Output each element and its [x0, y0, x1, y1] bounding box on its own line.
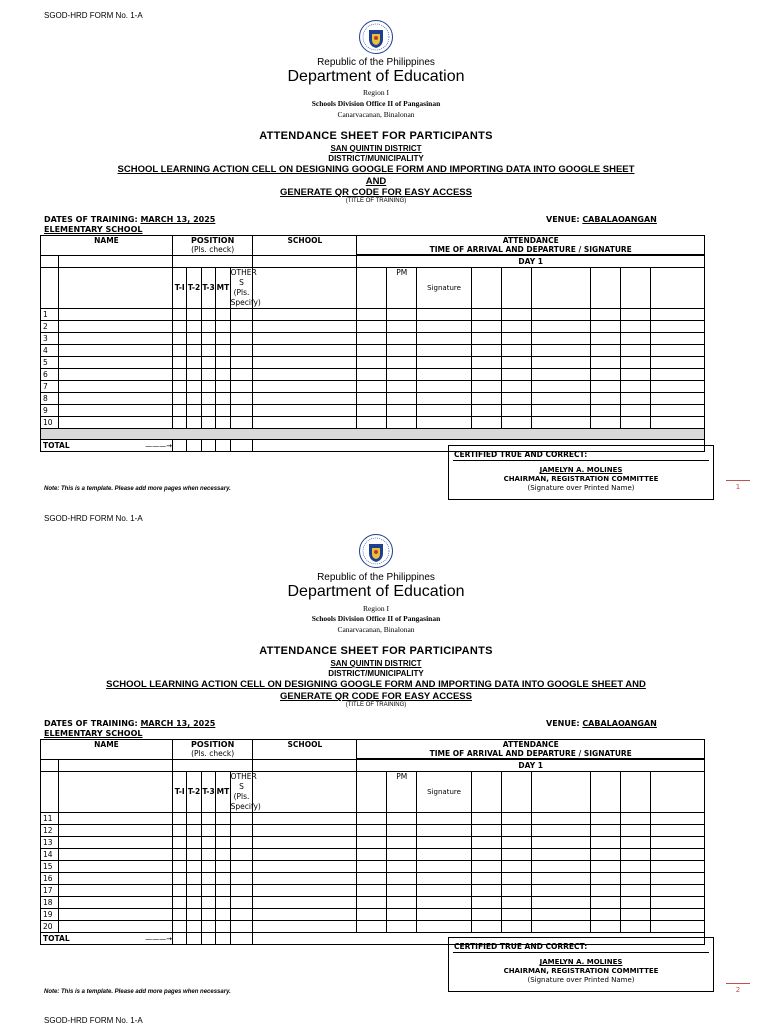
address-line: Canarvacanan, Binalonan [337, 625, 415, 634]
venue: VENUE: CABALAOANGAN [546, 215, 657, 224]
address-line: Canarvacanan, Binalonan [337, 110, 415, 119]
table-row [41, 921, 705, 933]
t2-header: T-2 [187, 268, 201, 309]
position-header: POSITION (Pls. check) [172, 740, 252, 760]
row-number: 8 [41, 393, 59, 405]
region-line: Region I [362, 604, 390, 613]
row-number: 17 [41, 885, 59, 897]
school-header: SCHOOL [253, 740, 357, 760]
t1-header: T-I [172, 268, 186, 309]
table-row [41, 837, 705, 849]
row-number: 2 [41, 321, 59, 333]
row-number: 7 [41, 381, 59, 393]
signature-header: Signature [417, 772, 472, 813]
certification-box: CERTIFIED TRUE AND CORRECT: JAMELYN A. MOLINES CHAIRMAN, REGISTRATION COMMITTEE (Signature over Printed Name) [448, 937, 714, 992]
district-value: SAN QUINTIN DISTRICT [330, 144, 422, 153]
title-of-training-caption: (TITLE OF TRAINING) [345, 702, 407, 708]
row-number: 15 [41, 861, 59, 873]
dates-of-training: DATES OF TRAINING: MARCH 13, 2025 [44, 719, 216, 728]
republic-line: Republic of the Philippines [317, 572, 435, 583]
venue-continued: ELEMENTARY SCHOOL [44, 729, 143, 738]
certifier-signature-caption: (Signature over Printed Name) [527, 484, 635, 492]
table-row [41, 909, 705, 921]
total-row-label: TOTAL ———→ [41, 440, 173, 452]
division-line: Schools Division Office II of Pangasinan [311, 614, 441, 623]
table-row [41, 369, 705, 381]
dates-of-training: DATES OF TRAINING: MARCH 13, 2025 [44, 215, 216, 224]
table-row [41, 405, 705, 417]
attendance-table [40, 739, 705, 945]
row-number: 6 [41, 369, 59, 381]
school-header: SCHOOL [253, 236, 357, 256]
table-row [41, 333, 705, 345]
division-line: Schools Division Office II of Pangasinan [311, 99, 441, 108]
district-value: SAN QUINTIN DISTRICT [330, 659, 422, 668]
training-title-line1: SCHOOL LEARNING ACTION CELL ON DESIGNING GOOGLE FORM AND IMPORTING DATA INTO GOOGLE SHEET [117, 164, 635, 175]
form-number-next-page: SGOD-HRD FORM No. 1-A [44, 1016, 143, 1025]
total-row-label: TOTAL ———→ [41, 933, 173, 945]
deped-seal-icon [359, 20, 393, 54]
table-row [41, 321, 705, 333]
table-row [41, 897, 705, 909]
t3-header: T-3 [201, 268, 215, 309]
region-line: Region I [362, 88, 390, 97]
page-number-1: 1 [726, 480, 750, 491]
table-row [41, 849, 705, 861]
training-title-and: AND [365, 176, 387, 187]
name-header: NAME [41, 236, 173, 256]
pm-header: PM [387, 268, 417, 309]
mt-header: MT [216, 268, 230, 309]
day1-header: DAY 1 [357, 256, 705, 268]
row-number: 9 [41, 405, 59, 417]
participant-rows-page-2 [41, 813, 705, 933]
venue-continued: ELEMENTARY SCHOOL [44, 225, 143, 234]
row-number: 16 [41, 873, 59, 885]
others-header: OTHER S (Pls. Specify) [230, 772, 261, 811]
pm-header: PM [387, 772, 417, 813]
form-number: SGOD-HRD FORM No. 1-A [44, 11, 143, 20]
page-number-2: 2 [726, 983, 750, 994]
attendance-header: ATTENDANCE TIME OF ARRIVAL AND DEPARTURE / SIGNATURE [357, 236, 705, 255]
day1-header: DAY 1 [357, 760, 705, 772]
table-row [41, 813, 705, 825]
t2-header: T-2 [187, 772, 201, 813]
certifier-position: CHAIRMAN, REGISTRATION COMMITTEE [503, 967, 659, 975]
table-row [41, 885, 705, 897]
others-header: OTHER S (Pls. Specify) [230, 268, 261, 307]
row-number: 10 [41, 417, 59, 429]
attendance-table [40, 235, 705, 452]
row-number: 18 [41, 897, 59, 909]
name-header: NAME [41, 740, 173, 760]
training-title-line2: GENERATE QR CODE FOR EASY ACCESS [280, 187, 472, 198]
participant-rows-page-1 [41, 309, 705, 429]
template-note: Note: This is a template. Please add more pages when necessary. [44, 486, 231, 492]
republic-line: Republic of the Philippines [317, 57, 435, 68]
title-of-training-caption: (TITLE OF TRAINING) [345, 198, 407, 204]
row-number: 20 [41, 921, 59, 933]
row-number: 3 [41, 333, 59, 345]
table-row [41, 309, 705, 321]
table-row [41, 873, 705, 885]
mt-header: MT [216, 772, 230, 813]
department-title: Department of Education [287, 68, 465, 85]
form-number: SGOD-HRD FORM No. 1-A [44, 514, 143, 523]
training-title-line2: GENERATE QR CODE FOR EASY ACCESS [280, 691, 472, 702]
certifier-position: CHAIRMAN, REGISTRATION COMMITTEE [503, 475, 659, 483]
deped-seal-icon [359, 534, 393, 568]
certification-box: CERTIFIED TRUE AND CORRECT: JAMELYN A. MOLINES CHAIRMAN, REGISTRATION COMMITTEE (Signature over Printed Name) [448, 445, 714, 500]
table-row [41, 345, 705, 357]
row-number: 11 [41, 813, 59, 825]
department-title: Department of Education [287, 583, 465, 600]
sheet-title: ATTENDANCE SHEET FOR PARTICIPANTS [259, 645, 493, 657]
template-note: Note: This is a template. Please add more pages when necessary. [44, 989, 231, 995]
row-number: 1 [41, 309, 59, 321]
table-row [41, 417, 705, 429]
table-row [41, 825, 705, 837]
row-number: 12 [41, 825, 59, 837]
signature-header: Signature [417, 268, 472, 309]
table-row [41, 861, 705, 873]
certifier-signature-caption: (Signature over Printed Name) [527, 976, 635, 984]
row-number: 14 [41, 849, 59, 861]
attendance-header: ATTENDANCE TIME OF ARRIVAL AND DEPARTURE / SIGNATURE [357, 740, 705, 759]
t3-header: T-3 [201, 772, 215, 813]
table-row [41, 381, 705, 393]
row-number: 4 [41, 345, 59, 357]
training-title-line1: SCHOOL LEARNING ACTION CELL ON DESIGNING GOOGLE FORM AND IMPORTING DATA INTO GOOGLE SHEET AND [106, 679, 646, 690]
position-header: POSITION (Pls. check) [172, 236, 252, 256]
table-row [41, 357, 705, 369]
sheet-title: ATTENDANCE SHEET FOR PARTICIPANTS [259, 130, 493, 142]
table-row [41, 393, 705, 405]
certifier-name: JAMELYN A. MOLINES [539, 466, 623, 474]
t1-header: T-I [172, 772, 186, 813]
certifier-name: JAMELYN A. MOLINES [539, 958, 623, 966]
row-number: 19 [41, 909, 59, 921]
venue: VENUE: CABALAOANGAN [546, 719, 657, 728]
district-label: DISTRICT/MUNICIPALITY [328, 154, 424, 163]
row-number: 5 [41, 357, 59, 369]
district-label: DISTRICT/MUNICIPALITY [328, 669, 424, 678]
row-number: 13 [41, 837, 59, 849]
